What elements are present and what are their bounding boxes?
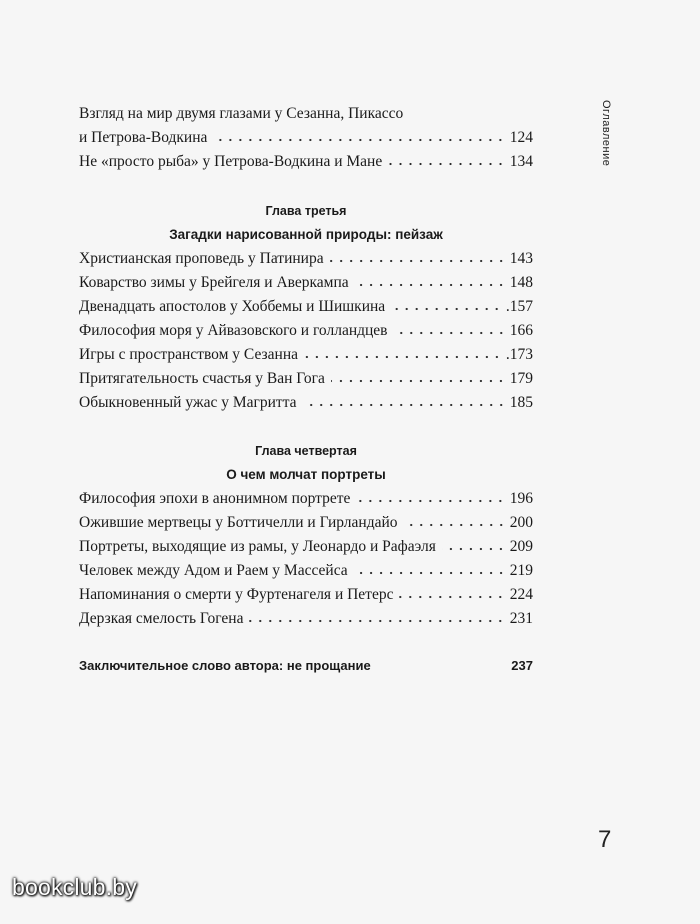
dot-leader	[303, 391, 506, 407]
toc-entry-title: Дерзкая смелость Гогена	[79, 610, 244, 627]
dot-leader	[304, 343, 502, 359]
toc-entry-title: Коварство зимы у Брейгеля и Аверкампа	[79, 274, 349, 291]
dot-leader	[213, 126, 505, 142]
toc-entry	[79, 367, 533, 391]
toc-entry-page: 124	[509, 129, 533, 146]
toc-entry-page: 200	[509, 514, 533, 531]
dot-leader	[354, 559, 506, 575]
toc-entry-page: 143	[509, 250, 533, 267]
toc-entry-page: 134	[509, 153, 533, 170]
dot-leader	[355, 271, 506, 287]
chapter-title: О чем молчат портреты	[226, 467, 386, 482]
toc-entry	[79, 319, 533, 343]
toc-entry	[79, 295, 533, 319]
toc-entry-page: 209	[509, 538, 533, 555]
dot-leader	[404, 511, 506, 527]
toc-entry-page: 224	[509, 586, 533, 603]
toc-entry-page: 166	[509, 322, 533, 339]
toc-entry-title: Не «просто рыба» у Петрова-Водкина и Мане	[79, 153, 383, 170]
toc-entry	[79, 535, 533, 559]
dot-leader	[356, 487, 505, 503]
toc-closing-entry	[79, 655, 533, 677]
watermark-logo: bookclub.by	[12, 874, 137, 900]
toc-closing-title: Заключительное слово автора: не прощание	[79, 658, 371, 673]
dot-leader	[399, 583, 505, 599]
toc-entry	[79, 126, 533, 150]
running-header-vertical: Оглавление	[600, 100, 612, 167]
chapter-label: Глава третья	[265, 204, 347, 218]
toc-entry-page: .157	[505, 298, 533, 315]
page-number: 7	[598, 826, 612, 853]
chapter-title: Загадки нарисованной природы: пейзаж	[169, 227, 443, 242]
toc-entry	[79, 343, 533, 367]
toc-entry	[79, 150, 533, 174]
toc-entry-title: Портреты, выходящие из рамы, у Леонардо и Рафаэля	[79, 538, 436, 555]
toc-entry-page: 231	[509, 610, 533, 627]
toc-entry-page: 185	[509, 394, 533, 411]
toc-entry-title: и Петрова-Водкина	[79, 129, 208, 146]
toc-closing-page: 237	[511, 658, 533, 673]
toc-entry-title: Обыкновенный ужас у Магритта	[79, 394, 297, 411]
dot-leader	[394, 319, 506, 335]
dot-leader	[330, 247, 506, 263]
chapter-label: Глава четвертая	[255, 444, 357, 458]
toc-entry	[79, 607, 533, 631]
toc-entry	[79, 487, 533, 511]
toc-entry-title: Двенадцать апостолов у Хоббемы и Шишкина	[79, 298, 386, 315]
toc-entry-page: 196	[509, 490, 533, 507]
toc-entry-title: Ожившие мертвецы у Боттичелли и Гирландайо	[79, 514, 398, 531]
toc-entry	[79, 583, 533, 607]
toc-entry	[79, 511, 533, 535]
toc-entry	[79, 247, 533, 271]
toc-entry	[79, 391, 533, 415]
toc-entry-title: Игры с пространством у Сезанна	[79, 346, 298, 363]
toc-entry	[79, 271, 533, 295]
toc-entry-title: Христианская проповедь у Патинира	[79, 250, 324, 267]
toc-entry-title: Притягательность счастья у Ван Гога	[79, 370, 325, 387]
toc-entry	[79, 559, 533, 583]
toc-entry-page: 148	[509, 274, 533, 291]
dot-leader	[442, 535, 506, 551]
dot-leader	[249, 607, 505, 623]
toc-entry-title: Напоминания о смерти у Фуртенагеля и Петерс	[79, 586, 394, 603]
toc-entry-line: Взгляд на мир двумя глазами у Сезанна, Пикассо	[79, 105, 404, 122]
dot-leader	[391, 295, 502, 311]
dot-leader	[331, 367, 506, 383]
toc-entry-title: Философия эпохи в анонимном портрете	[79, 490, 351, 507]
toc-entry-title: Человек между Адом и Раем у Массейса	[79, 562, 348, 579]
dot-leader	[388, 150, 506, 166]
toc-entry-title: Философия моря у Айвазовского и голландцев	[79, 322, 388, 339]
toc-entry-page: 219	[509, 562, 533, 579]
toc-entry-page: .173	[505, 346, 533, 363]
toc-entry-page: 179	[509, 370, 533, 387]
